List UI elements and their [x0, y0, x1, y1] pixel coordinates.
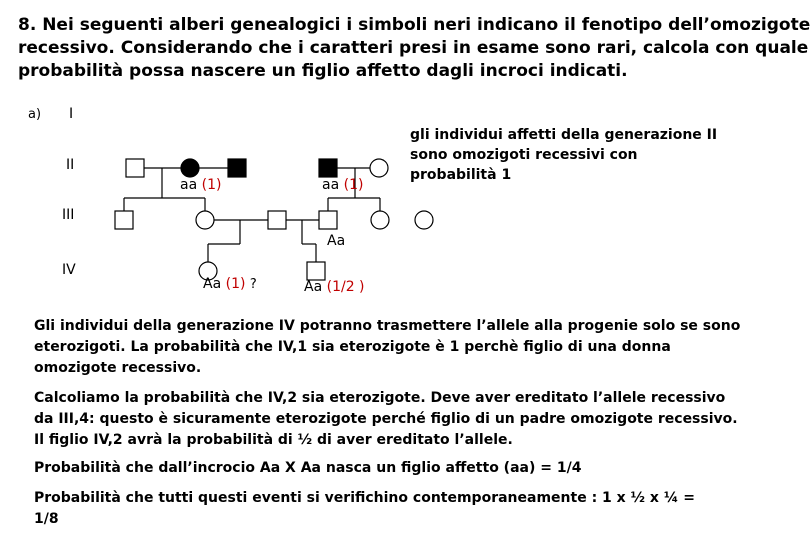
affected-male-ii-3: [228, 159, 246, 177]
male-iii-4: [319, 211, 337, 229]
generation-label-1: I: [69, 106, 74, 122]
male-iv-2: [307, 262, 325, 280]
paragraph-3: Probabilità che dall’incrocio Aa X Aa nasca un figlio affetto (aa) = 1/4: [34, 460, 582, 476]
paragraph-2-line-2: da III,4: questo è sicuramente eterozigote perché figlio di un padre omozigote recessivo.: [34, 411, 738, 427]
paragraph-4: Probabilità che tutti questi eventi si verifichino contemporaneamente : 1 x ½ x ¼ = 1/8: [34, 490, 695, 527]
genotype-iv-2: Aa: [304, 279, 323, 295]
generation-label-3: III: [62, 207, 75, 223]
genotype-iii-4: Aa: [327, 233, 346, 249]
paragraph-2: [34, 388, 738, 451]
female-iii-6: [415, 211, 433, 229]
part-label: a): [28, 107, 42, 122]
genotype-iv-1: Aa: [203, 276, 222, 292]
side-note-line-2: sono omozigoti recessivi con: [410, 147, 638, 163]
affected-female-ii-2: [181, 159, 199, 177]
side-note-line-1: gli individui affetti della generazione II: [410, 127, 718, 143]
label-ii-5: [322, 177, 363, 193]
probability-ii-2: (1): [201, 177, 222, 193]
label-ii-2: [180, 177, 221, 193]
side-note: [410, 125, 718, 185]
genotype-ii-2: aa: [180, 177, 198, 193]
male-iii-1: [115, 211, 133, 229]
side-note-line-3: probabilità 1: [410, 167, 512, 183]
label-iv-2: [304, 279, 365, 295]
paragraph-1-line-1: Gli individui della generazione IV potranno trasmettere l’allele alla progenie solo se sono: [34, 318, 741, 334]
male-ii-1: [126, 159, 144, 177]
male-iii-3: [268, 211, 286, 229]
female-ii-5: [370, 159, 388, 177]
title-line-3: probabilità possa nascere un figlio affetto dagli incroci indicati.: [18, 61, 628, 81]
probability-ii-5: (1): [343, 177, 364, 193]
title-line-2: recessivo. Considerando che i caratteri presi in esame sono rari, calcola con quale: [18, 38, 809, 58]
paragraph-1: [34, 316, 741, 379]
generation-label-2: II: [66, 157, 75, 173]
title-line-1: 8. Nei seguenti alberi genealogici i simboli neri indicano il fenotipo dell’omozigote: [18, 15, 810, 35]
paragraph-2-line-1: Calcoliamo la probabilità che IV,2 sia eterozigote. Deve aver ereditato l’allele recessivo: [34, 390, 726, 406]
probability-iv-2: (1/2 ): [326, 279, 365, 295]
question-mark-iv-1: ?: [249, 277, 257, 292]
genotype-ii-5: aa: [322, 177, 340, 193]
paragraph-1-line-2: eterozigoti. La probabilità che IV,1 sia eterozigote è 1 perchè figlio di una donna: [34, 339, 671, 355]
female-iii-2: [196, 211, 214, 229]
paragraph-2-line-3: Il figlio IV,2 avrà la probabilità di ½ di aver ereditato l’allele.: [34, 432, 513, 448]
affected-male-ii-4: [319, 159, 337, 177]
generation-label-4: IV: [62, 262, 76, 278]
female-iii-5: [371, 211, 389, 229]
label-iv-1: [203, 276, 257, 292]
paragraph-1-line-3: omozigote recessivo.: [34, 360, 202, 376]
probability-iv-1: (1): [225, 276, 246, 292]
